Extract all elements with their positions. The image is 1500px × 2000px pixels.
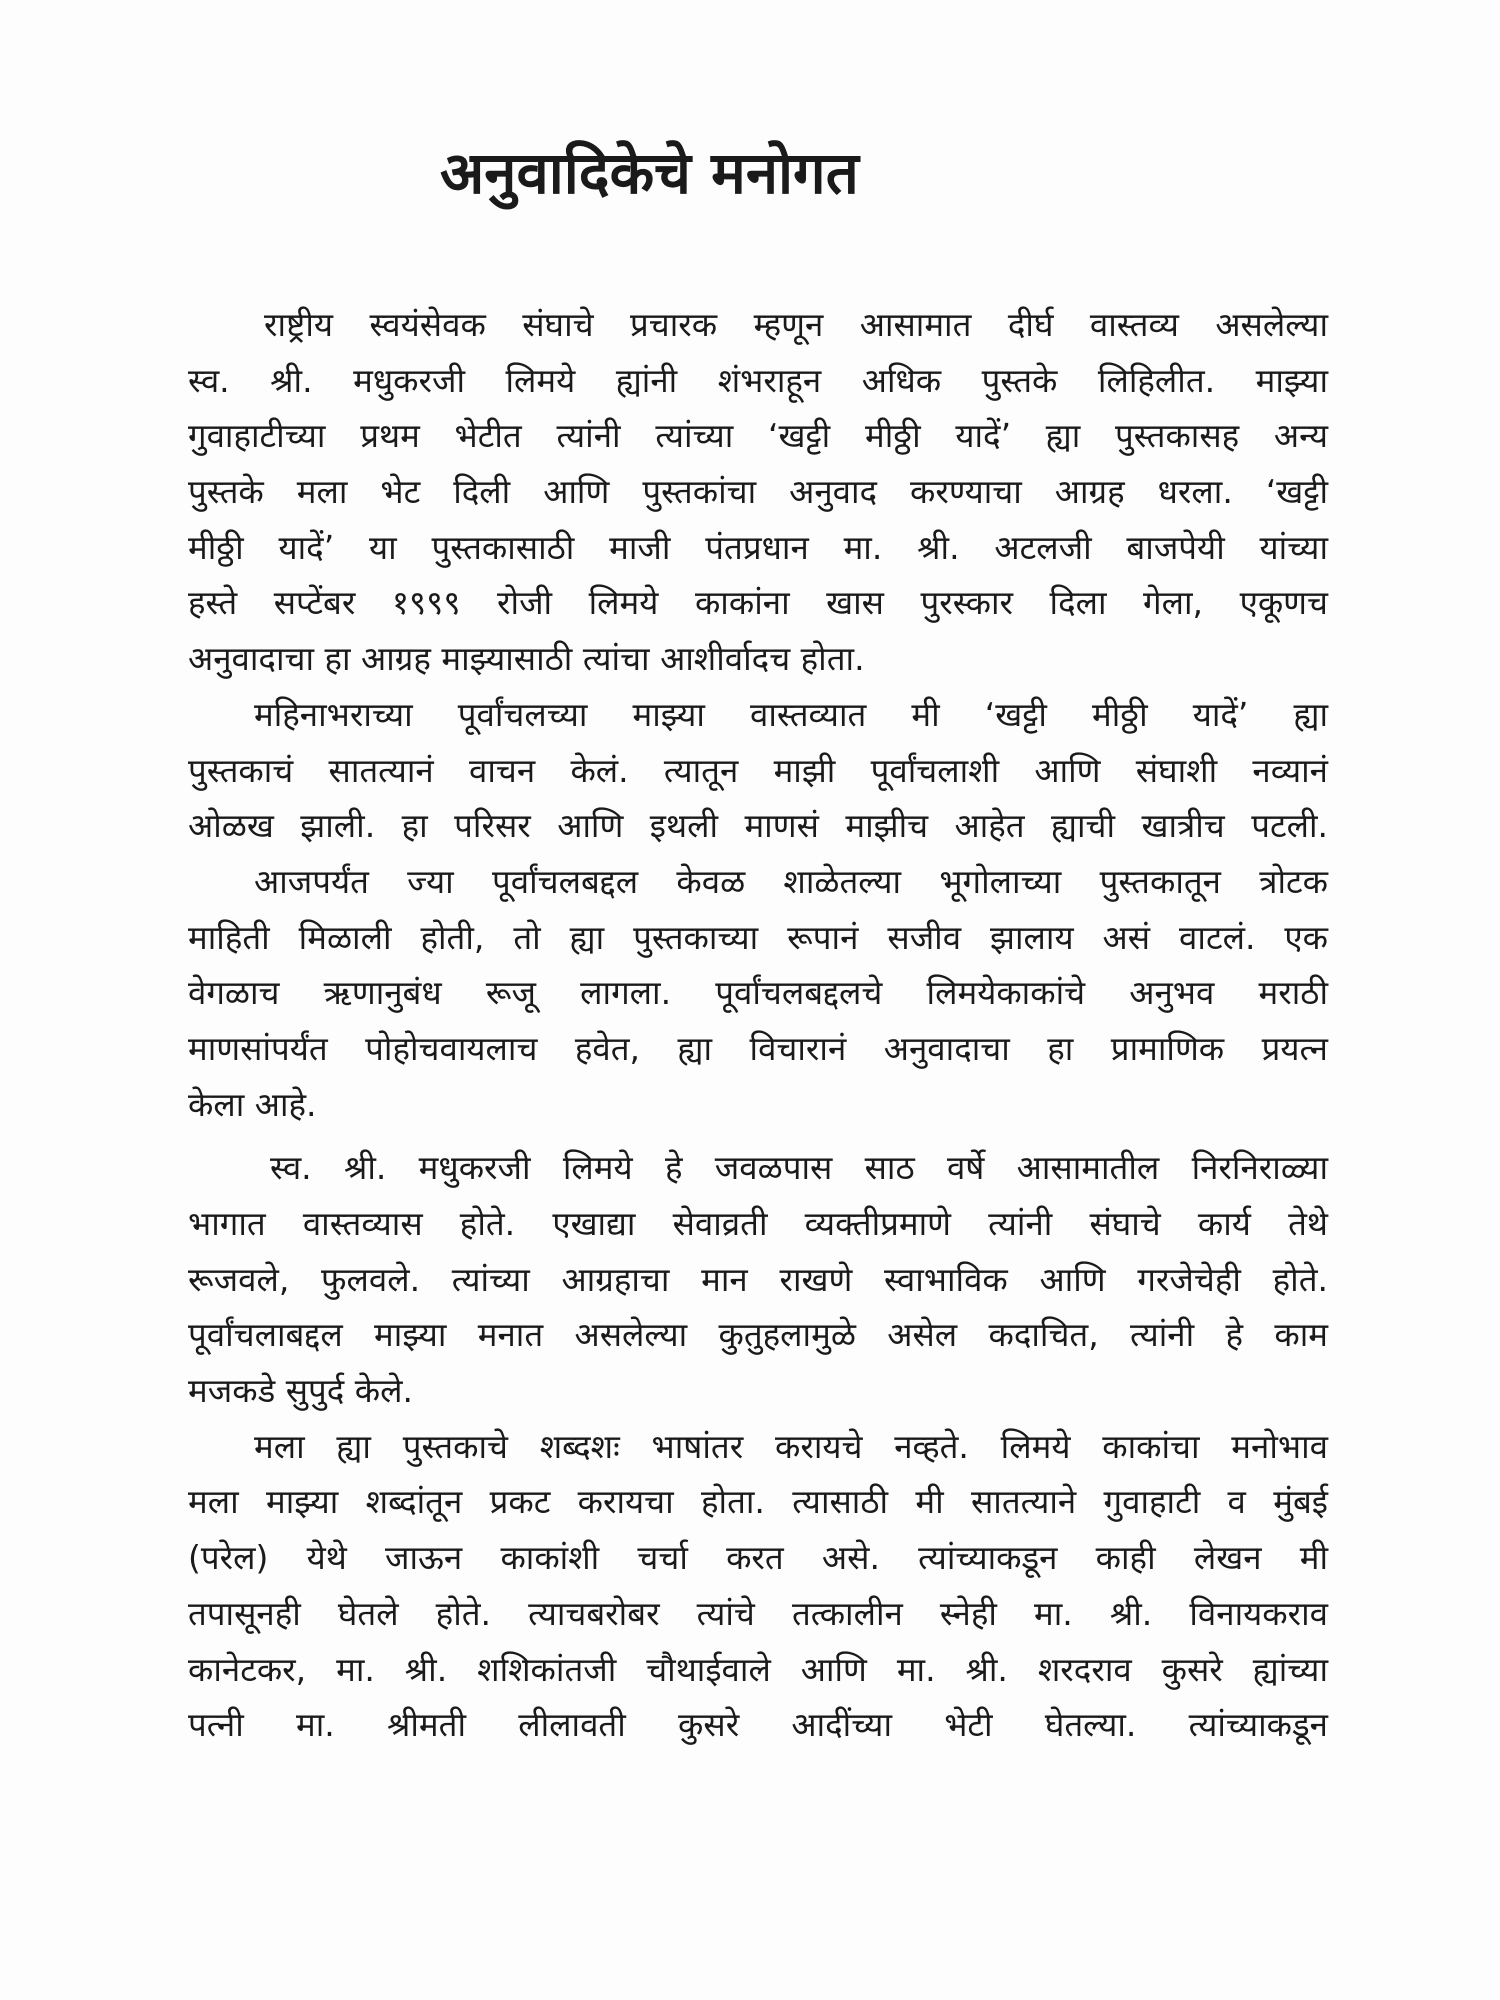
paragraph-1 [188,297,1328,687]
text-line: माणसांपर्यंत पोहोचवायलाच हवेत, ह्या विचारानं अनुवादाचा हा प्रामाणिक प्रयत्न [188,1028,1328,1068]
body-text [188,297,1328,1753]
text-line: केला आहे. [188,1084,317,1124]
text-line: आजपर्यंत ज्या पूर्वांचलबद्दल केवळ शाळेतल्या भूगोलाच्या पुस्तकातून त्रोटक [254,861,1328,901]
text-line: कानेटकर, मा. श्री. शशिकांतजी चौथाईवाले आणि मा. श्री. शरदराव कुसरे ह्यांच्या [188,1649,1328,1689]
paragraph-2 [188,687,1328,854]
text-line: गुवाहाटीच्या प्रथम भेटीत त्यांनी त्यांच्या ‘खट्टी मीठ्ठी यादें’ ह्या पुस्तकासह अन्य [188,416,1328,456]
text-line: राष्ट्रीय स्वयंसेवक संघाचे प्रचारक म्हणून आसामात दीर्घ वास्तव्य असलेल्या [264,305,1328,344]
text-line: वेगळाच ऋणानुबंध रूजू लागला. पूर्वांचलबद्दलचे लिमयेकाकांचे अनुभव मराठी [188,973,1328,1013]
text-line: माहिती मिळाली होती, तो ह्या पुस्तकाच्या रूपानं सजीव झालाय असं वाटलं. एक [188,917,1328,957]
paragraph-5 [188,1419,1328,1753]
page-title: अनुवादिकेचे मनोगत [440,139,859,207]
text-line: पूर्वांचलाबद्दल माझ्या मनात असलेल्या कुतुहलामुळे असेल कदाचित, त्यांनी हे काम [188,1315,1328,1355]
text-line: पुस्तके मला भेट दिली आणि पुस्तकांचा अनुवाद करण्याचा आग्रह धरला. ‘खट्टी [188,472,1328,512]
text-line: अनुवादाचा हा आग्रह माझ्यासाठी त्यांचा आशीर्वादच होता. [188,639,865,679]
text-line: भागात वास्तव्यास होते. एखाद्या सेवाव्रती व्यक्तीप्रमाणे त्यांनी संघाचे कार्य तेथे [188,1204,1328,1243]
text-line: पत्नी मा. श्रीमती लीलावती कुसरे आदींच्या भेटी घेतल्या. त्यांच्याकडून [188,1705,1328,1745]
paragraph-4 [188,1140,1328,1418]
text-line: (परेल) येथे जाऊन काकांशी चर्चा करत असे. त्यांच्याकडून काही लेखन मी [188,1538,1328,1578]
text-line: मला ह्या पुस्तकाचे शब्दशः भाषांतर करायचे नव्हते. लिमये काकांचा मनोभाव [254,1426,1328,1466]
text-line: स्व. श्री. मधुकरजी लिमये ह्यांनी शंभराहून अधिक पुस्तके लिहिलीत. माझ्या [188,360,1328,400]
text-line: रूजवले, फुलवले. त्यांच्या आग्रहाचा मान राखणे स्वाभाविक आणि गरजेचेही होते. [188,1259,1328,1299]
text-line: महिनाभराच्या पूर्वांचलच्या माझ्या वास्तव्यात मी ‘खट्टी मीठ्ठी यादें’ ह्या [254,694,1328,734]
text-line: हस्ते सप्टेंबर १९९९ रोजी लिमये काकांना खास पुरस्कार दिला गेला, एकूणच [188,583,1328,623]
text-line: तपासूनही घेतले होते. त्याचबरोबर त्यांचे तत्कालीन स्नेही मा. श्री. विनायकराव [188,1593,1328,1633]
text-line: स्व. श्री. मधुकरजी लिमये हे जवळपास साठ वर्षे आसामातील निरनिराळ्या [270,1148,1328,1188]
text-line: मला माझ्या शब्दांतून प्रकट करायचा होता. त्यासाठी मी सातत्याने गुवाहाटी व मुंबई [188,1482,1328,1522]
text-line: मीठ्ठी यादें’ या पुस्तकासाठी माजी पंतप्रधान मा. श्री. अटलजी बाजपेयी यांच्या [188,527,1328,567]
text-line: पुस्तकाचं सातत्यानं वाचन केलं. त्यातून माझी पूर्वांचलाशी आणि संघाशी नव्यानं [188,750,1328,790]
paragraph-3 [188,854,1328,1132]
text-line: ओळख झाली. हा परिसर आणि इथली माणसं माझीच आहेत ह्याची खात्रीच पटली. [188,806,1328,846]
text-line: मजकडे सुपुर्द केले. [188,1371,413,1411]
